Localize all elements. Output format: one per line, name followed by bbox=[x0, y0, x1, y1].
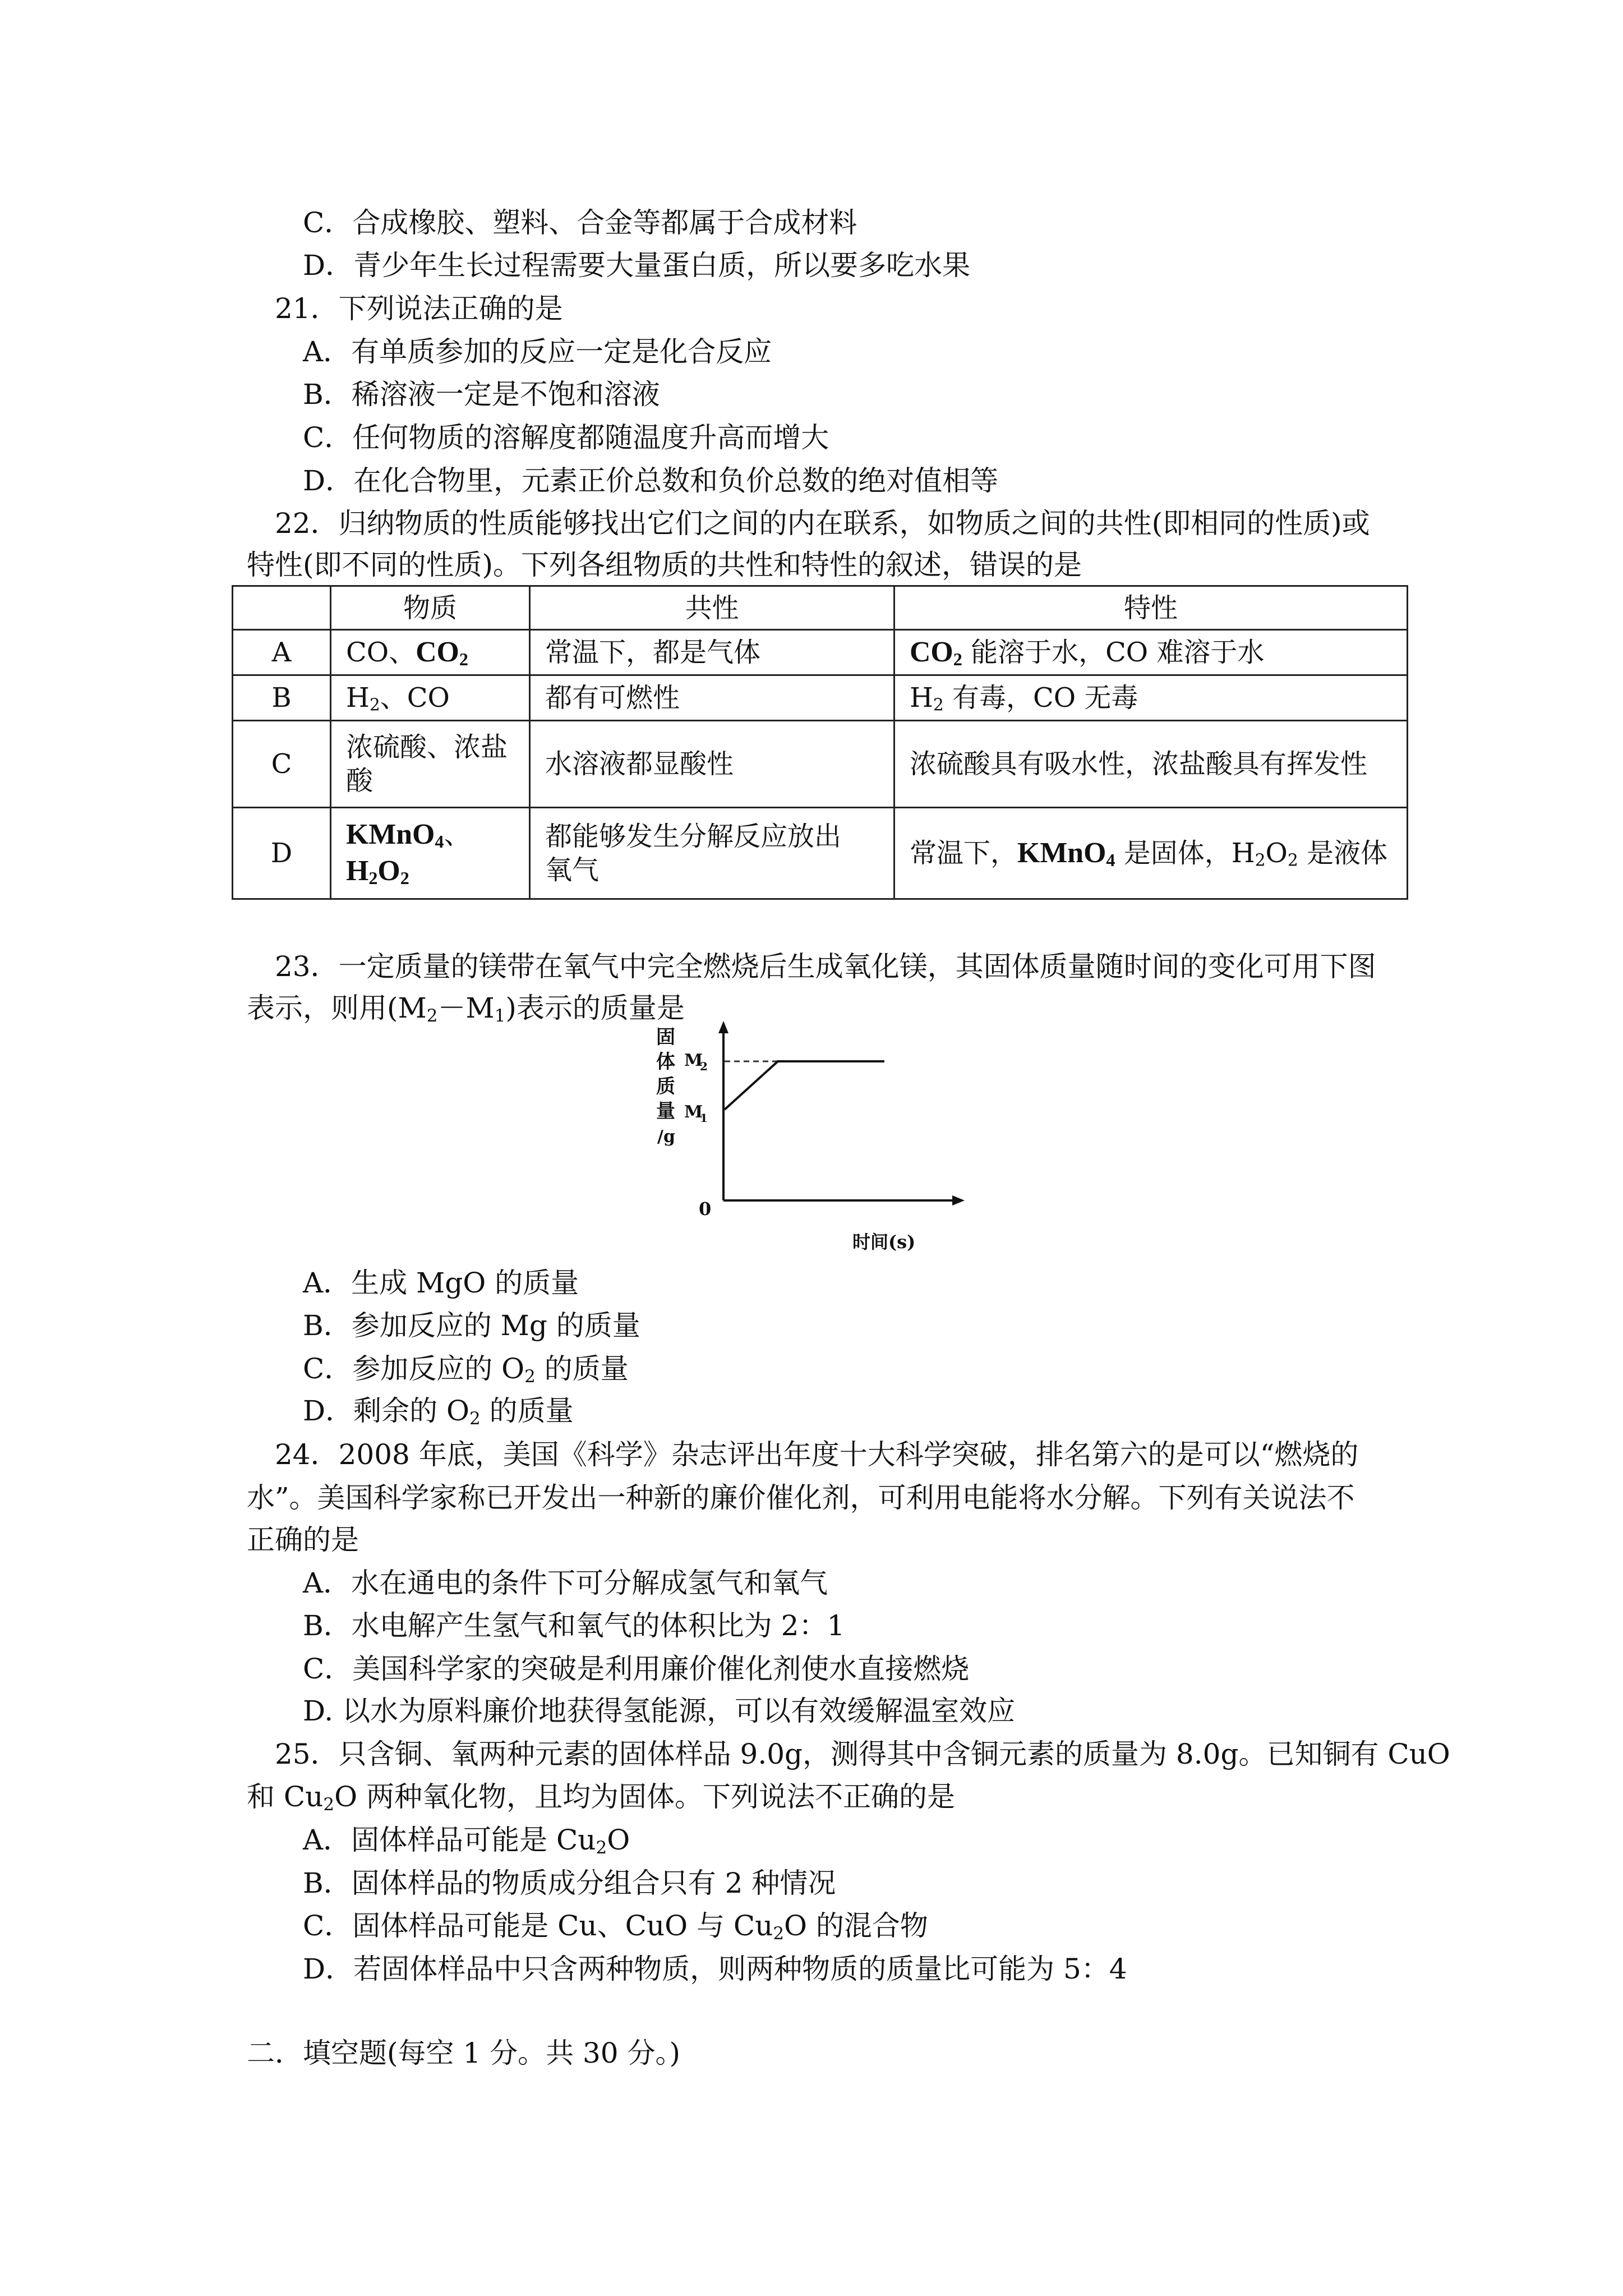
y-axis-char: 质 bbox=[656, 1075, 675, 1098]
row-label: C bbox=[233, 721, 331, 808]
row-special: 浓硫酸具有吸水性，浓盐酸具有挥发性 bbox=[895, 721, 1408, 808]
q21-option-b: B．稀溶液一定是不饱和溶液 bbox=[303, 378, 660, 411]
row-label: B bbox=[233, 675, 331, 721]
row-special: $CO_2$ 能溶于水，CO 难溶于水 bbox=[895, 630, 1408, 675]
table-row bbox=[233, 675, 1408, 721]
ytick-m2-sub: 2 bbox=[700, 1060, 708, 1073]
row-label: A bbox=[233, 630, 331, 675]
q23-option-d: D．剩余的 $O_2$ 的质量 bbox=[303, 1395, 574, 1429]
row-common: 水溶液都显酸性 bbox=[530, 721, 895, 808]
row-common: 都能够发生分解反应放出 氧气 bbox=[530, 808, 895, 899]
header-label bbox=[233, 586, 331, 630]
row-label: D bbox=[233, 808, 331, 899]
q23-stem-line1: 23．一定质量的镁带在氧气中完全燃烧后生成氧化镁，其固体质量随时间的变化可用下图 bbox=[275, 950, 1376, 983]
table-row bbox=[233, 630, 1408, 675]
header-special: 特性 bbox=[895, 586, 1408, 630]
table-row bbox=[233, 721, 1408, 808]
y-axis-label bbox=[656, 1026, 675, 1147]
q22-stem-line2: 特性(即不同的性质)。下列各组物质的共性和特性的叙述，错误的是 bbox=[247, 549, 1082, 581]
row-common: 都有可燃性 bbox=[530, 675, 895, 721]
x-axis-label: 时间(s) bbox=[852, 1231, 916, 1253]
q21-option-c: C．任何物质的溶解度都随温度升高而增大 bbox=[303, 421, 829, 454]
q25-option-c: C．固体样品可能是 Cu、CuO 与 $Cu_2O$ 的混合物 bbox=[303, 1910, 928, 1944]
y-axis-char: 量 bbox=[656, 1100, 675, 1122]
q23-option-c: C．参加反应的 $O_2$ 的质量 bbox=[303, 1352, 629, 1387]
ytick-m1-letter: M bbox=[684, 1102, 703, 1122]
q25-stem-line1: 25．只含铜、氧两种元素的固体样品 9.0g，测得其中含铜元素的质量为 8.0g。已知铜有 CuO bbox=[275, 1738, 1450, 1770]
q24-stem-line2: 水”。美国科学家称已开发出一种新的廉价催化剂，可利用电能将水分解。下列有关说法不 bbox=[247, 1481, 1355, 1514]
y-axis-char: 体 bbox=[656, 1051, 675, 1073]
q25-option-a: A．固体样品可能是 $Cu_2O$ bbox=[303, 1824, 630, 1858]
mass-time-graph bbox=[656, 1021, 970, 1257]
table-row bbox=[233, 808, 1408, 899]
ytick-m2 bbox=[684, 1051, 708, 1073]
mass-curve bbox=[725, 1061, 884, 1110]
row-common: 常温下，都是气体 bbox=[530, 630, 895, 675]
q24-stem-line3: 正确的是 bbox=[247, 1524, 359, 1556]
ytick-m1 bbox=[684, 1102, 708, 1125]
ytick-m2-letter: M bbox=[684, 1051, 703, 1070]
q25-option-b: B．固体样品的物质成分组合只有 2 种情况 bbox=[303, 1867, 836, 1899]
header-common: 共性 bbox=[530, 586, 895, 630]
q21-stem: 21．下列说法正确的是 bbox=[275, 292, 563, 325]
row-substance: CO、$CO_2$ bbox=[331, 630, 530, 675]
row-substance: $H_2$、CO bbox=[331, 675, 530, 721]
q23-option-b: B．参加反应的 Mg 的质量 bbox=[303, 1309, 640, 1342]
row-special: $H_2$ 有毒，CO 无毒 bbox=[895, 675, 1408, 721]
ytick-m1-sub: 1 bbox=[700, 1111, 708, 1125]
q22-stem-line1: 22．归纳物质的性质能够找出它们之间的内在联系，如物质之间的共性(即相同的性质)或 bbox=[275, 507, 1370, 540]
q21-option-d: D．在化合物里，元素正价总数和负价总数的绝对值相等 bbox=[303, 464, 999, 497]
header-substance: 物质 bbox=[331, 586, 530, 630]
q21-option-a: A．有单质参加的反应一定是化合反应 bbox=[303, 335, 772, 368]
q24-option-d: D. 以水为原料廉价地获得氢能源，可以有效缓解温室效应 bbox=[303, 1695, 1016, 1727]
y-axis-arrow bbox=[718, 1021, 728, 1033]
q25-option-d: D．若固体样品中只含两种物质，则两种物质的质量比可能为 5：4 bbox=[303, 1953, 1127, 1985]
y-axis-char: 固 bbox=[656, 1026, 675, 1048]
properties-table bbox=[232, 585, 1408, 900]
q23-stem-line2: 表示，则用$(M_2-M_1)$表示的质量是 bbox=[247, 992, 685, 1026]
q20-option-d: D．青少年生长过程需要大量蛋白质，所以要多吃水果 bbox=[303, 249, 971, 282]
row-substance: KMnO$_4$、 $H_2O_2$ bbox=[331, 808, 530, 899]
q24-option-b: B．水电解产生氢气和氧气的体积比为 2：1 bbox=[303, 1609, 845, 1642]
x-axis-arrow bbox=[952, 1195, 965, 1205]
origin-label: 0 bbox=[699, 1198, 712, 1220]
table-header-row bbox=[233, 586, 1408, 630]
y-axis-char: /g bbox=[657, 1127, 675, 1147]
q24-stem-line1: 24．2008 年底，美国《科学》杂志评出年度十大科学突破，排名第六的是可以“燃烧的 bbox=[275, 1438, 1359, 1471]
q23-option-a: A．生成 MgO 的质量 bbox=[303, 1267, 579, 1299]
row-special: 常温下，KMnO$_4$ 是固体，$H_2O_2$ 是液体 bbox=[895, 808, 1408, 899]
section-2-heading: 二．填空题(每空 1 分。共 30 分。) bbox=[247, 2037, 681, 2069]
q24-option-a: A．水在通电的条件下可分解成氢气和氧气 bbox=[303, 1567, 828, 1599]
q24-option-c: C．美国科学家的突破是利用廉价催化剂使水直接燃烧 bbox=[303, 1653, 970, 1685]
q20-option-c: C．合成橡胶、塑料、合金等都属于合成材料 bbox=[303, 206, 857, 239]
row-substance: 浓硫酸、浓盐 酸 bbox=[331, 721, 530, 808]
q25-stem-line2: 和 $Cu_2O$ 两种氧化物，且均为固体。下列说法不正确的是 bbox=[247, 1780, 955, 1815]
